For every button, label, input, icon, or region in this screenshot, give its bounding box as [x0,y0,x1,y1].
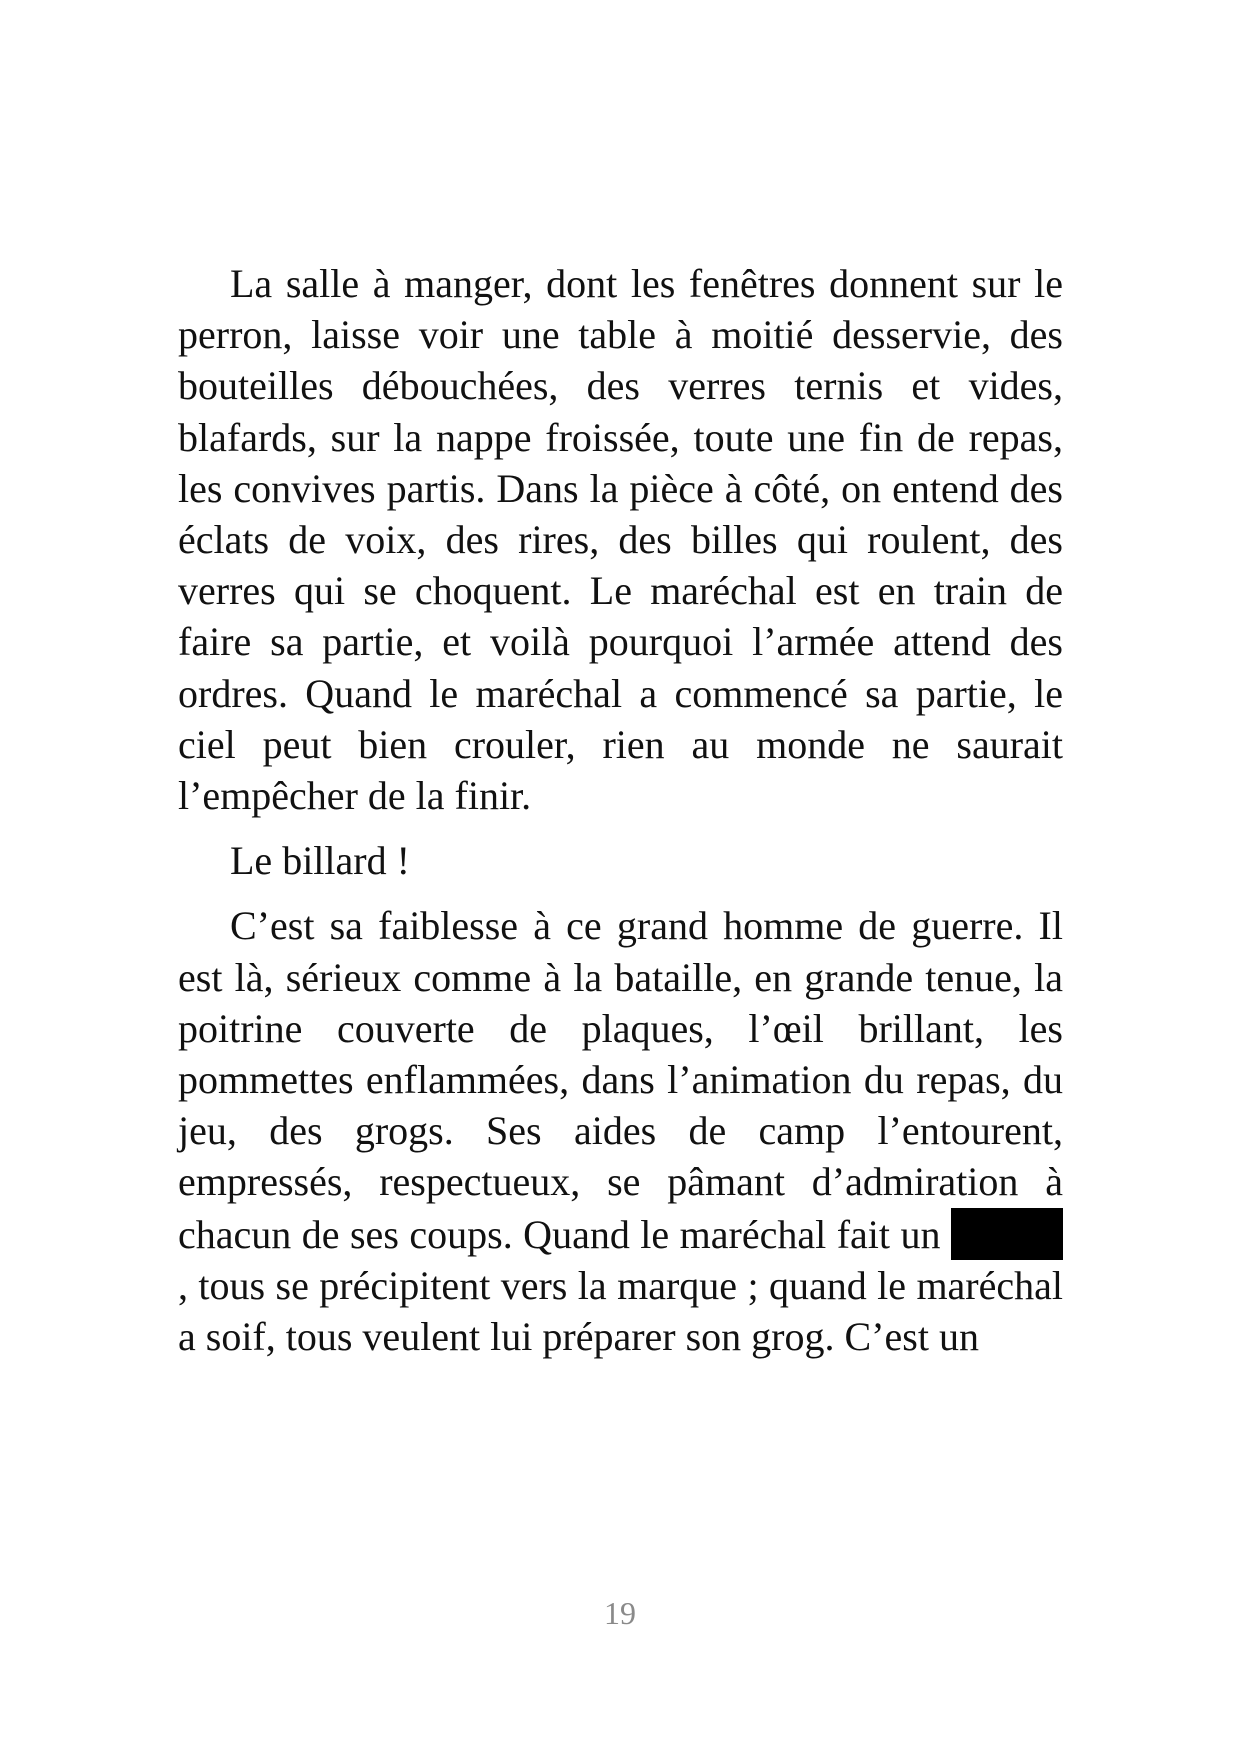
paragraph-marshal-end: , tous se précipitent vers la marque ; quand le maréchal a soif, tous veulent lui préparer son grog. C’est un [178,1262,1063,1360]
paragraph-billiards: Le billard ! [230,838,410,884]
paragraph-marshal-start: C’est sa faiblesse à ce grand homme de guerre. Il est là, sérieux comme à la bataille, en grande tenue, la poitrine couverte de plaques, l’œil brillant, les pommettes enflammées, dans l’animation du repas, du jeu, des grogs. Ses aides de camp l’entourent, empressés, respectueux, se pâmant d’admiration à chacun de ses coups. Quand le maréchal fait un [178,903,1063,1257]
redaction-block [951,1208,1063,1260]
paragraph-dining-room: La salle à manger, dont les fenêtres donnent sur le perron, laisse voir une table à moitié desservie, des bouteilles débouchées, des verres ternis et vides, blafards, sur la nappe froissée, toute une fin de repas, les convives partis. Dans la pièce à côté, on entend des éclats de voix, des rires, des billes qui roulent, des verres qui se choquent. Le maréchal est en train de faire sa partie, et voilà pourquoi l’armée attend des ordres. Quand le maréchal a commencé sa partie, le ciel peut bien crouler, rien au monde ne saurait l’empêcher de la finir. [178,261,1063,819]
book-page-text [178,258,1063,1362]
paragraph-marshal [178,900,1063,1362]
page-number: 19 [604,1595,636,1631]
